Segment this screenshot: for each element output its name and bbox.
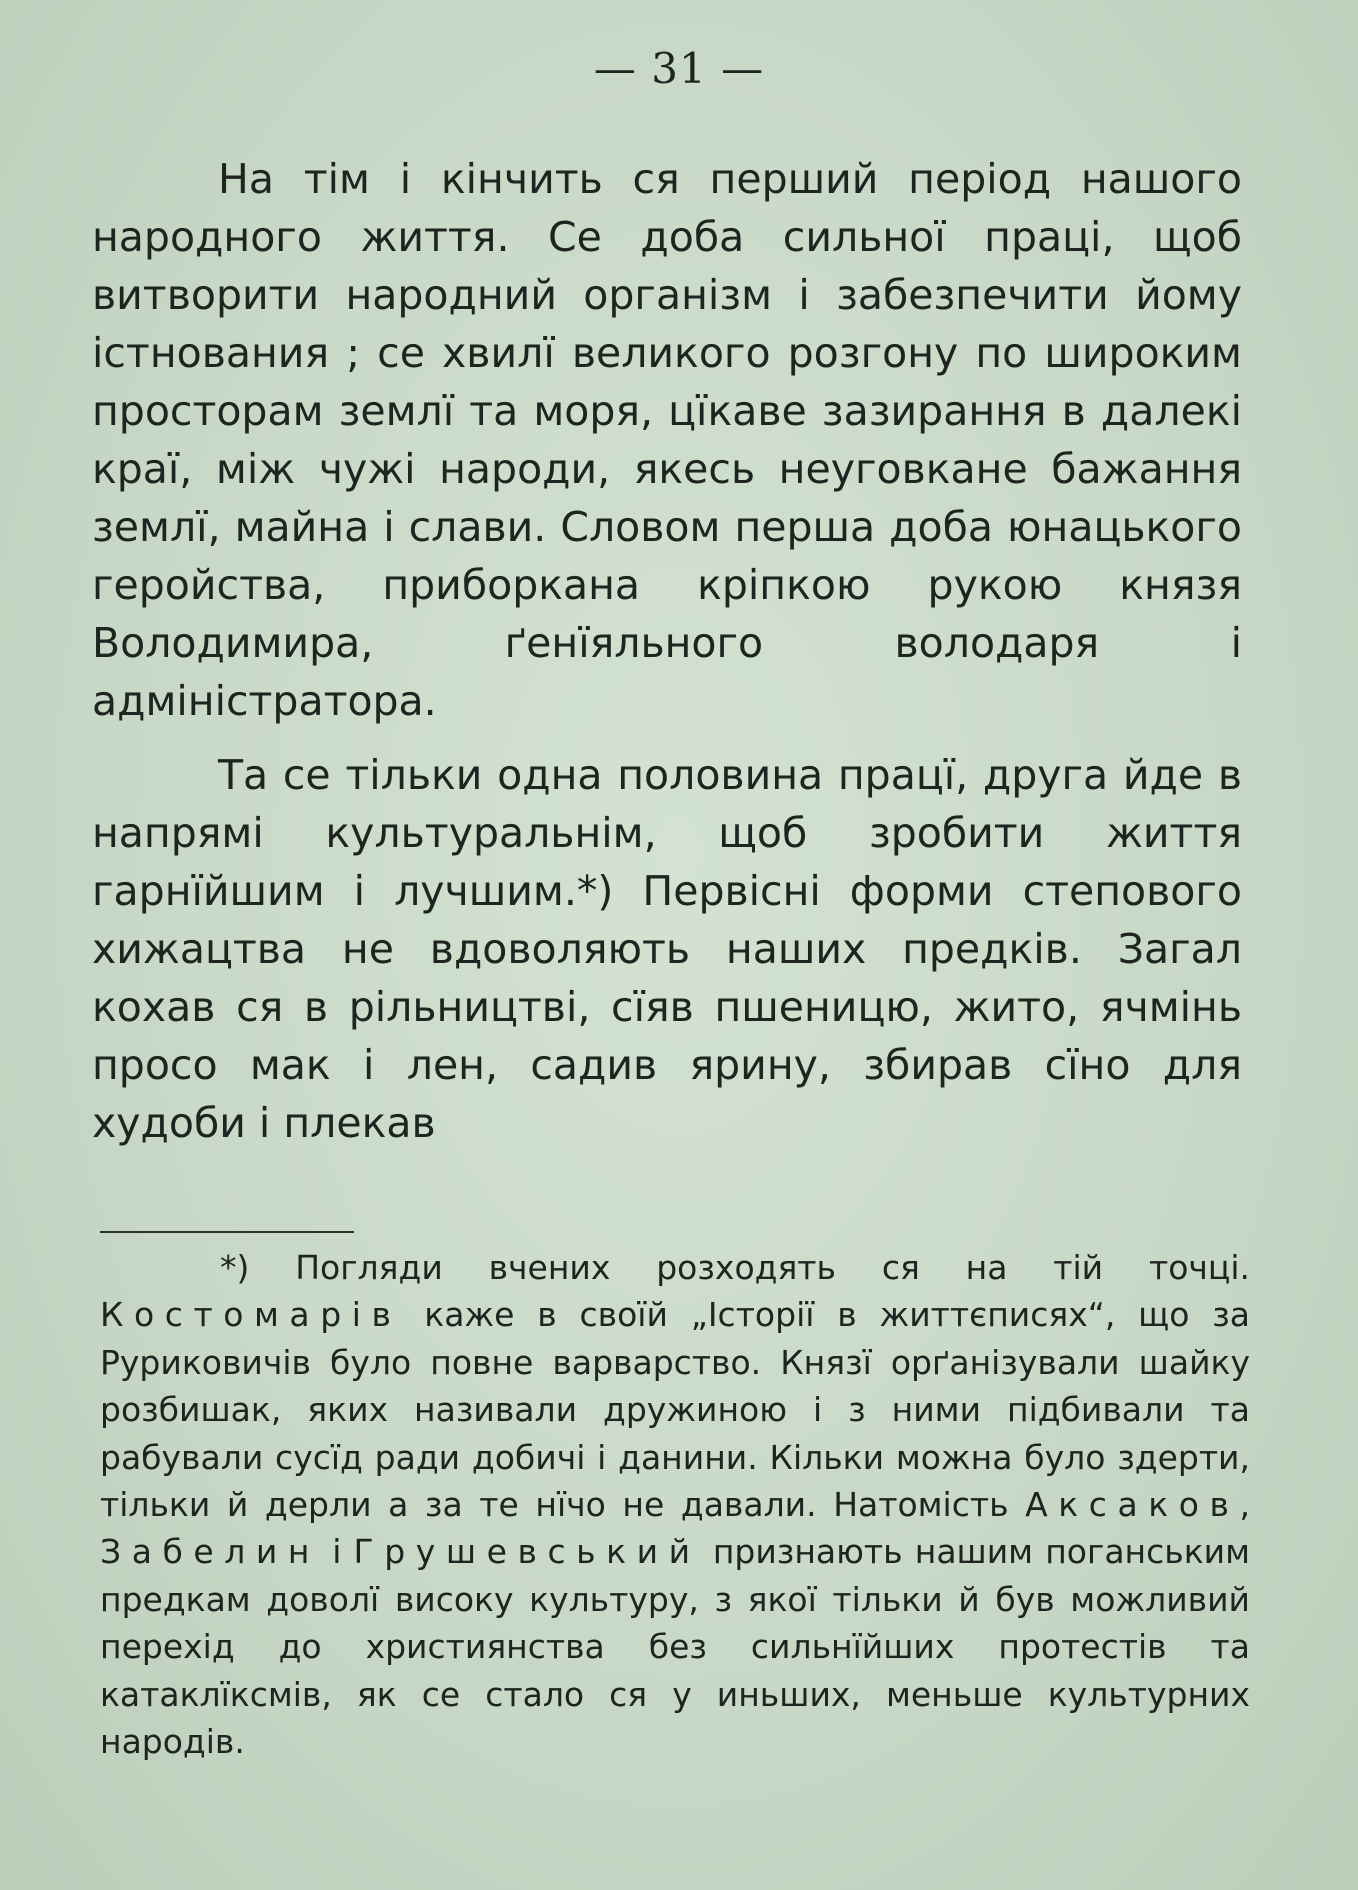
footnote-name-zabelin: Забелин	[100, 1532, 321, 1572]
page-number: — 31 —	[593, 44, 765, 93]
main-text	[92, 150, 1242, 1152]
footnote-text-5: признають нашим поганським предкам доволї високу культуру, з якої тільки й був можливий перехід до християнства без сильнїйших протестів та катаклїксмів, як се стало ся у иньших, меньше культурних народів.	[100, 1532, 1250, 1762]
footnote-text-1: *) Погляди вчених розходять ся на тій точці.	[220, 1248, 1250, 1287]
footnote	[100, 1244, 1250, 1765]
footnote-name-aksakov: Аксаков	[1025, 1485, 1240, 1525]
footnote-text-4: і	[320, 1532, 354, 1572]
footnote-divider	[100, 1231, 354, 1233]
paragraph-2: Та се тільки одна половина працї, друга йде в напрямі культуральнім, щоб зробити життя гарнїйшим і лучшим.*) Первісні форми степового хижацтва не вдоволяють наших предків. Загал кохав ся в рільництві, сїяв пшеницю, жито, ячмінь просо мак і лен, садив ярину, збирав сїно для худоби і плекав	[92, 751, 1242, 1147]
footnote-text-2: каже в своїй „Історії в життєписях“, що за Руриковичів було повне варварство. Князї орґанізували шайку розбишак, яких називали дружиною і з ними підбивали та рабували сусїд ради добичі і данини. Кільки можна було здерти, тільки й дерли а за те нїчо не давали. Натомість	[100, 1295, 1250, 1525]
footnote-name-hrushevskyi: Грушевський	[353, 1532, 701, 1572]
footnote-name-kostomarov: Костомарів	[100, 1295, 402, 1335]
footnote-text-3: ,	[1239, 1485, 1250, 1525]
paragraph-1: На тім і кінчить ся перший період нашого народного життя. Се доба сильної праці, щоб витворити народний організм і забезпечити йому істнования ; се хвилї великого розгону по широким просторам землї та моря, цїкаве зазирання в далекі краї, між чужі народи, якесь неуговкане бажання землї, майна і слави. Словом перша доба юнацького геройства, приборкана кріпкою рукою князя Володимира, ґенїяльного володаря і адміністратора.	[92, 155, 1242, 725]
